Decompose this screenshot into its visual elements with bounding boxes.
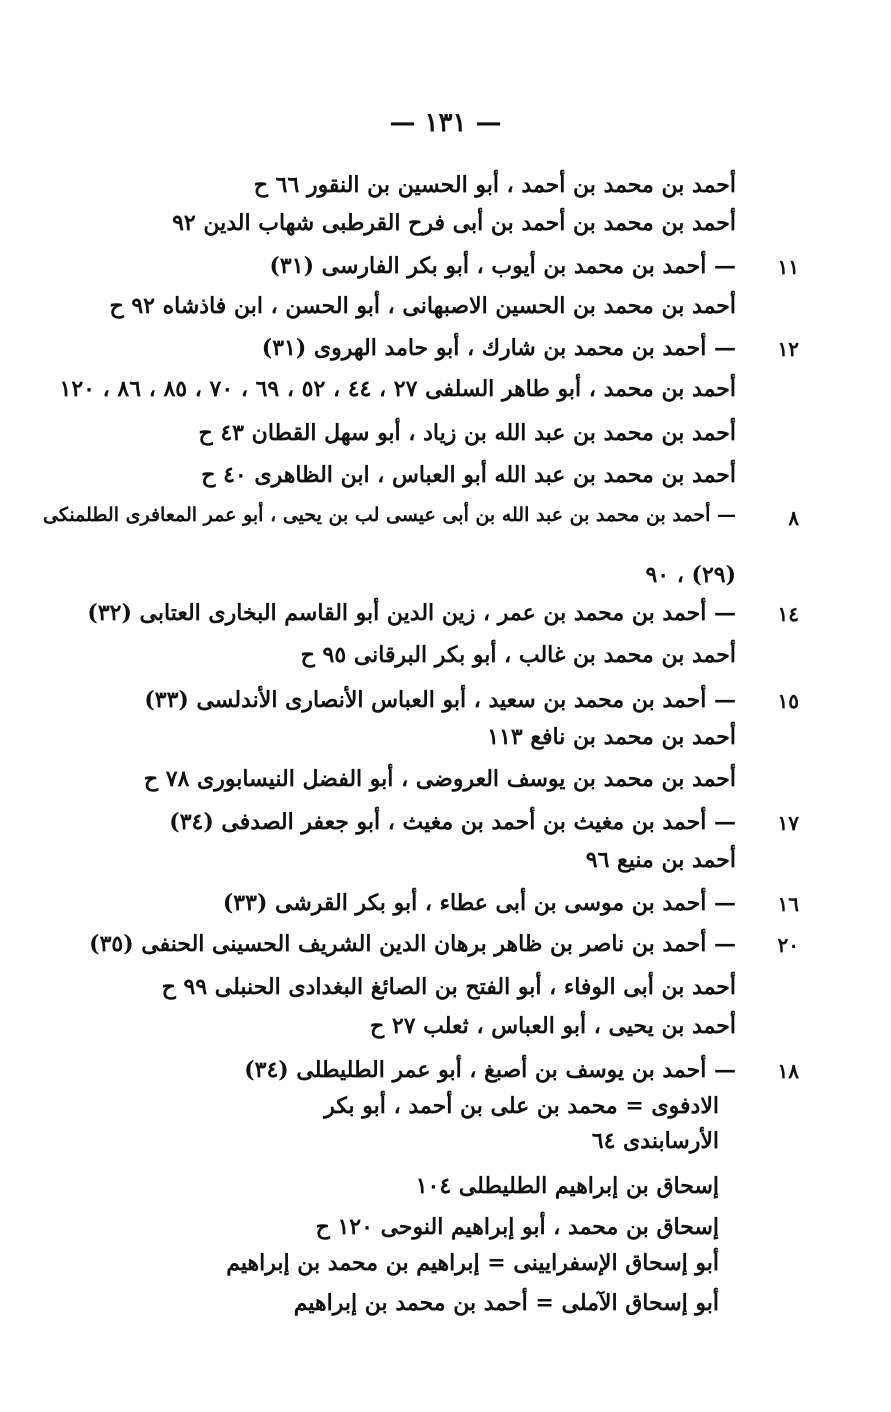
index-line [0,762,891,804]
index-line [0,1246,891,1288]
entry-text: أحمد بن يحيى ، أبو العباس ، ثعلب ٢٧ ح [370,1013,736,1039]
entry-text: (٢٩) ، ٩٠ [645,562,736,588]
index-line [0,683,891,725]
index-line [0,289,891,331]
entry-text: أحمد بن محمد بن الحسين الاصبهانى ، أبو الحسن ، ابن فاذشاه ٩٢ ح [109,293,736,319]
entry-text: — أحمد بن ناصر بن ظاهر برهان الدين الشريف الحسينى الحنفى (٣٥) [89,931,736,957]
index-line [0,500,891,542]
entry-text: الأرسابندى ٦٤ [591,1128,719,1154]
entry-text: — أحمد بن محمد بن سعيد ، أبو العباس الأنصارى الأندلسى (٣٣) [144,687,736,713]
entry-text: الادفوى = محمد بن على بن أحمد ، أبو بكر [324,1093,719,1119]
entry-text: — أحمد بن مغيث بن أحمد بن مغيث ، أبو جعفر الصدفى (٣٤) [169,809,736,835]
entry-text: — أحمد بن محمد بن شارك ، أبو حامد الهروى (٣١) [261,335,736,361]
index-line [0,331,891,373]
index-line [0,558,891,600]
entry-text: أحمد بن منيع ٩٦ [585,847,736,873]
entry-text: أحمد بن محمد بن نافع ١١٣ [487,724,736,750]
page-number: — ١٣١ — [389,108,502,138]
entry-text: — أحمد بن موسى بن أبى عطاء ، أبو بكر القرشى (٣٣) [222,890,736,916]
entry-number: ٢٠ [777,933,799,957]
entry-text: أحمد بن محمد بن يوسف العروضى ، أبو الفضل النيسابورى ٧٨ ح [143,766,736,792]
entry-text: أبو إسحاق الإسفرايينى = إبراهيم بن محمد بن إبراهيم [226,1250,719,1276]
entry-text: — أحمد بن محمد بن عبد الله بن أبى عيسى لب بن يحيى ، أبو عمر المعافرى الطلمنكى [42,504,736,526]
index-line [0,168,891,210]
index-line [0,805,891,847]
entry-number: ١٢ [777,337,799,361]
index-line [0,1286,891,1328]
entry-number: ١٨ [777,1059,799,1083]
entry-text: — أحمد بن يوسف بن أصبغ ، أبو عمر الطليطلى (٣٤) [244,1057,736,1083]
index-line [0,886,891,928]
entry-number: ٨ [788,506,799,530]
index-line [0,458,891,500]
entry-text: أبو إسحاق الآملى = أحمد بن محمد بن إبراهيم [293,1290,719,1316]
index-line [0,1169,891,1211]
entry-text: أحمد بن محمد بن أحمد ، أبو الحسين بن النقور ٦٦ ح [253,172,736,198]
entry-number: ١٥ [777,689,799,713]
entry-text: — أحمد بن محمد بن عمر ، زين الدين أبو القاسم البخارى العتابى (٣٢) [87,600,736,626]
entry-number: ١٤ [777,602,799,626]
index-line [0,970,891,1012]
index-line [0,638,891,680]
index-line [0,927,891,969]
index-line [0,206,891,248]
entry-text: — أحمد بن محمد بن أيوب ، أبو بكر الفارسى (٣١) [269,253,736,279]
entry-text: أحمد بن محمد ، أبو طاهر السلفى ٢٧ ، ٤٤ ، ٥٢ ، ٦٩ ، ٧٠ ، ٨٥ ، ٨٦ ، ١٢٠ [59,376,736,402]
entry-text: إسحاق بن إبراهيم الطليطلى ١٠٤ [415,1173,719,1199]
index-line [0,372,891,414]
entry-number: ١٧ [777,811,799,835]
index-line [0,1009,891,1051]
entry-number: ١٦ [777,892,799,916]
index-line [0,720,891,762]
index-line [0,249,891,291]
entry-text: إسحاق بن محمد ، أبو إبراهيم النوحى ١٢٠ ح [315,1214,719,1240]
entry-text: أحمد بن محمد بن عبد الله بن زياد ، أبو سهل القطان ٤٣ ح [198,420,736,446]
index-line [0,596,891,638]
index-line [0,843,891,885]
entry-text: أحمد بن محمد بن عبد الله أبو العباس ، ابن الظاهرى ٤٠ ح [201,462,736,488]
index-line [0,1124,891,1166]
entry-number: ١١ [777,255,799,279]
entry-text: أحمد بن أبى الوفاء ، أبو الفتح بن الصائغ البغدادى الحنبلى ٩٩ ح [161,974,736,1000]
index-line [0,416,891,458]
entry-text: أحمد بن محمد بن غالب ، أبو بكر البرقانى ٩٥ ح [300,642,736,668]
entry-text: أحمد بن محمد بن أحمد بن أبى فرح القرطبى شهاب الدين ٩٢ [172,210,736,236]
